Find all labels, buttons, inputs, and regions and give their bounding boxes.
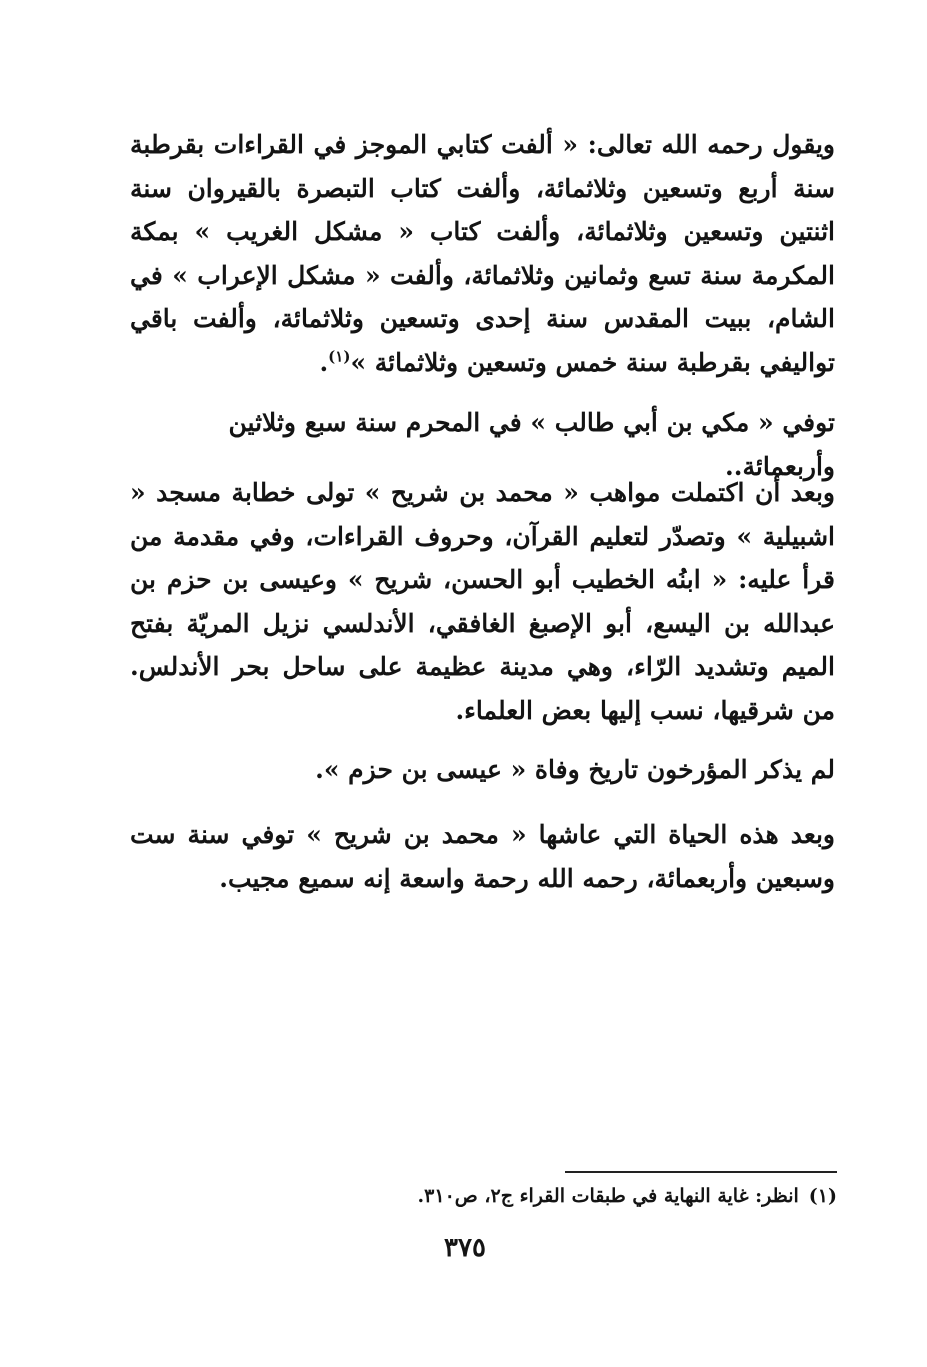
- paragraph-1: [130, 123, 835, 384]
- footnote: [300, 1181, 837, 1211]
- paragraph-1-end: .: [319, 347, 329, 377]
- paragraph-5: وبعد هذه الحياة التي عاشها « محمد بن شريح » توفي سنة ست وسبعين وأربعمائة، رحمه الله رحمة واسعة إنه سميع مجيب.: [130, 820, 835, 893]
- footnote-separator: [565, 1171, 837, 1173]
- footnote-number: (١): [808, 1185, 837, 1207]
- footnote-reference-mark: (١): [328, 347, 351, 366]
- paragraph-4: لم يذكر المؤرخون تاريخ وفاة « عيسى بن حزم ».: [315, 755, 835, 784]
- footnote-text: انظر: غاية النهاية في طبقات القراء ج٢، ص٣١٠.: [417, 1185, 799, 1207]
- paragraph-2: توفي « مكي بن أبي طالب » في المحرم سنة سبع وثلاثين وأربعمائة..: [228, 408, 835, 481]
- paragraph-3: وبعد أن اكتملت مواهب « محمد بن شريح » تولى خطابة مسجد « اشبيلية » وتصدّر لتعليم القرآن، وحروف القراءات، وفي مقدمة من قرأ عليه: « ابنُه الخطيب أبو الحسن، شريح » وعيسى بن حزم بن عبدالله بن اليسع، أبو الإصبغ الغافقي، الأندلسي نزيل المريّة بفتح الميم وتشديد الرّاء، وهي مدينة عظيمة على ساحل بحر الأندلس. من شرقيها، نسب إليها بعض العلماء.: [130, 478, 835, 725]
- page-number: ٣٧٥: [444, 1233, 486, 1263]
- paragraph-1-text: ويقول رحمه الله تعالى: « ألفت كتابي الموجز في القراءات بقرطبة سنة أربع وتسعين وثلاثمائة، وألفت كتاب التبصرة بالقيروان سنة اثنتين وتسعين وثلاثمائة، وألفت كتاب « مشكل الغريب » بمكة المكرمة سنة تسع وثمانين وثلاثمائة، وألفت « مشكل الإعراب » في الشام، ببيت المقدس سنة إحدى وتسعين وثلاثمائة، وألفت باقي تواليفي بقرطبة سنة خمس وتسعين وثلاثمائة »: [130, 130, 835, 377]
